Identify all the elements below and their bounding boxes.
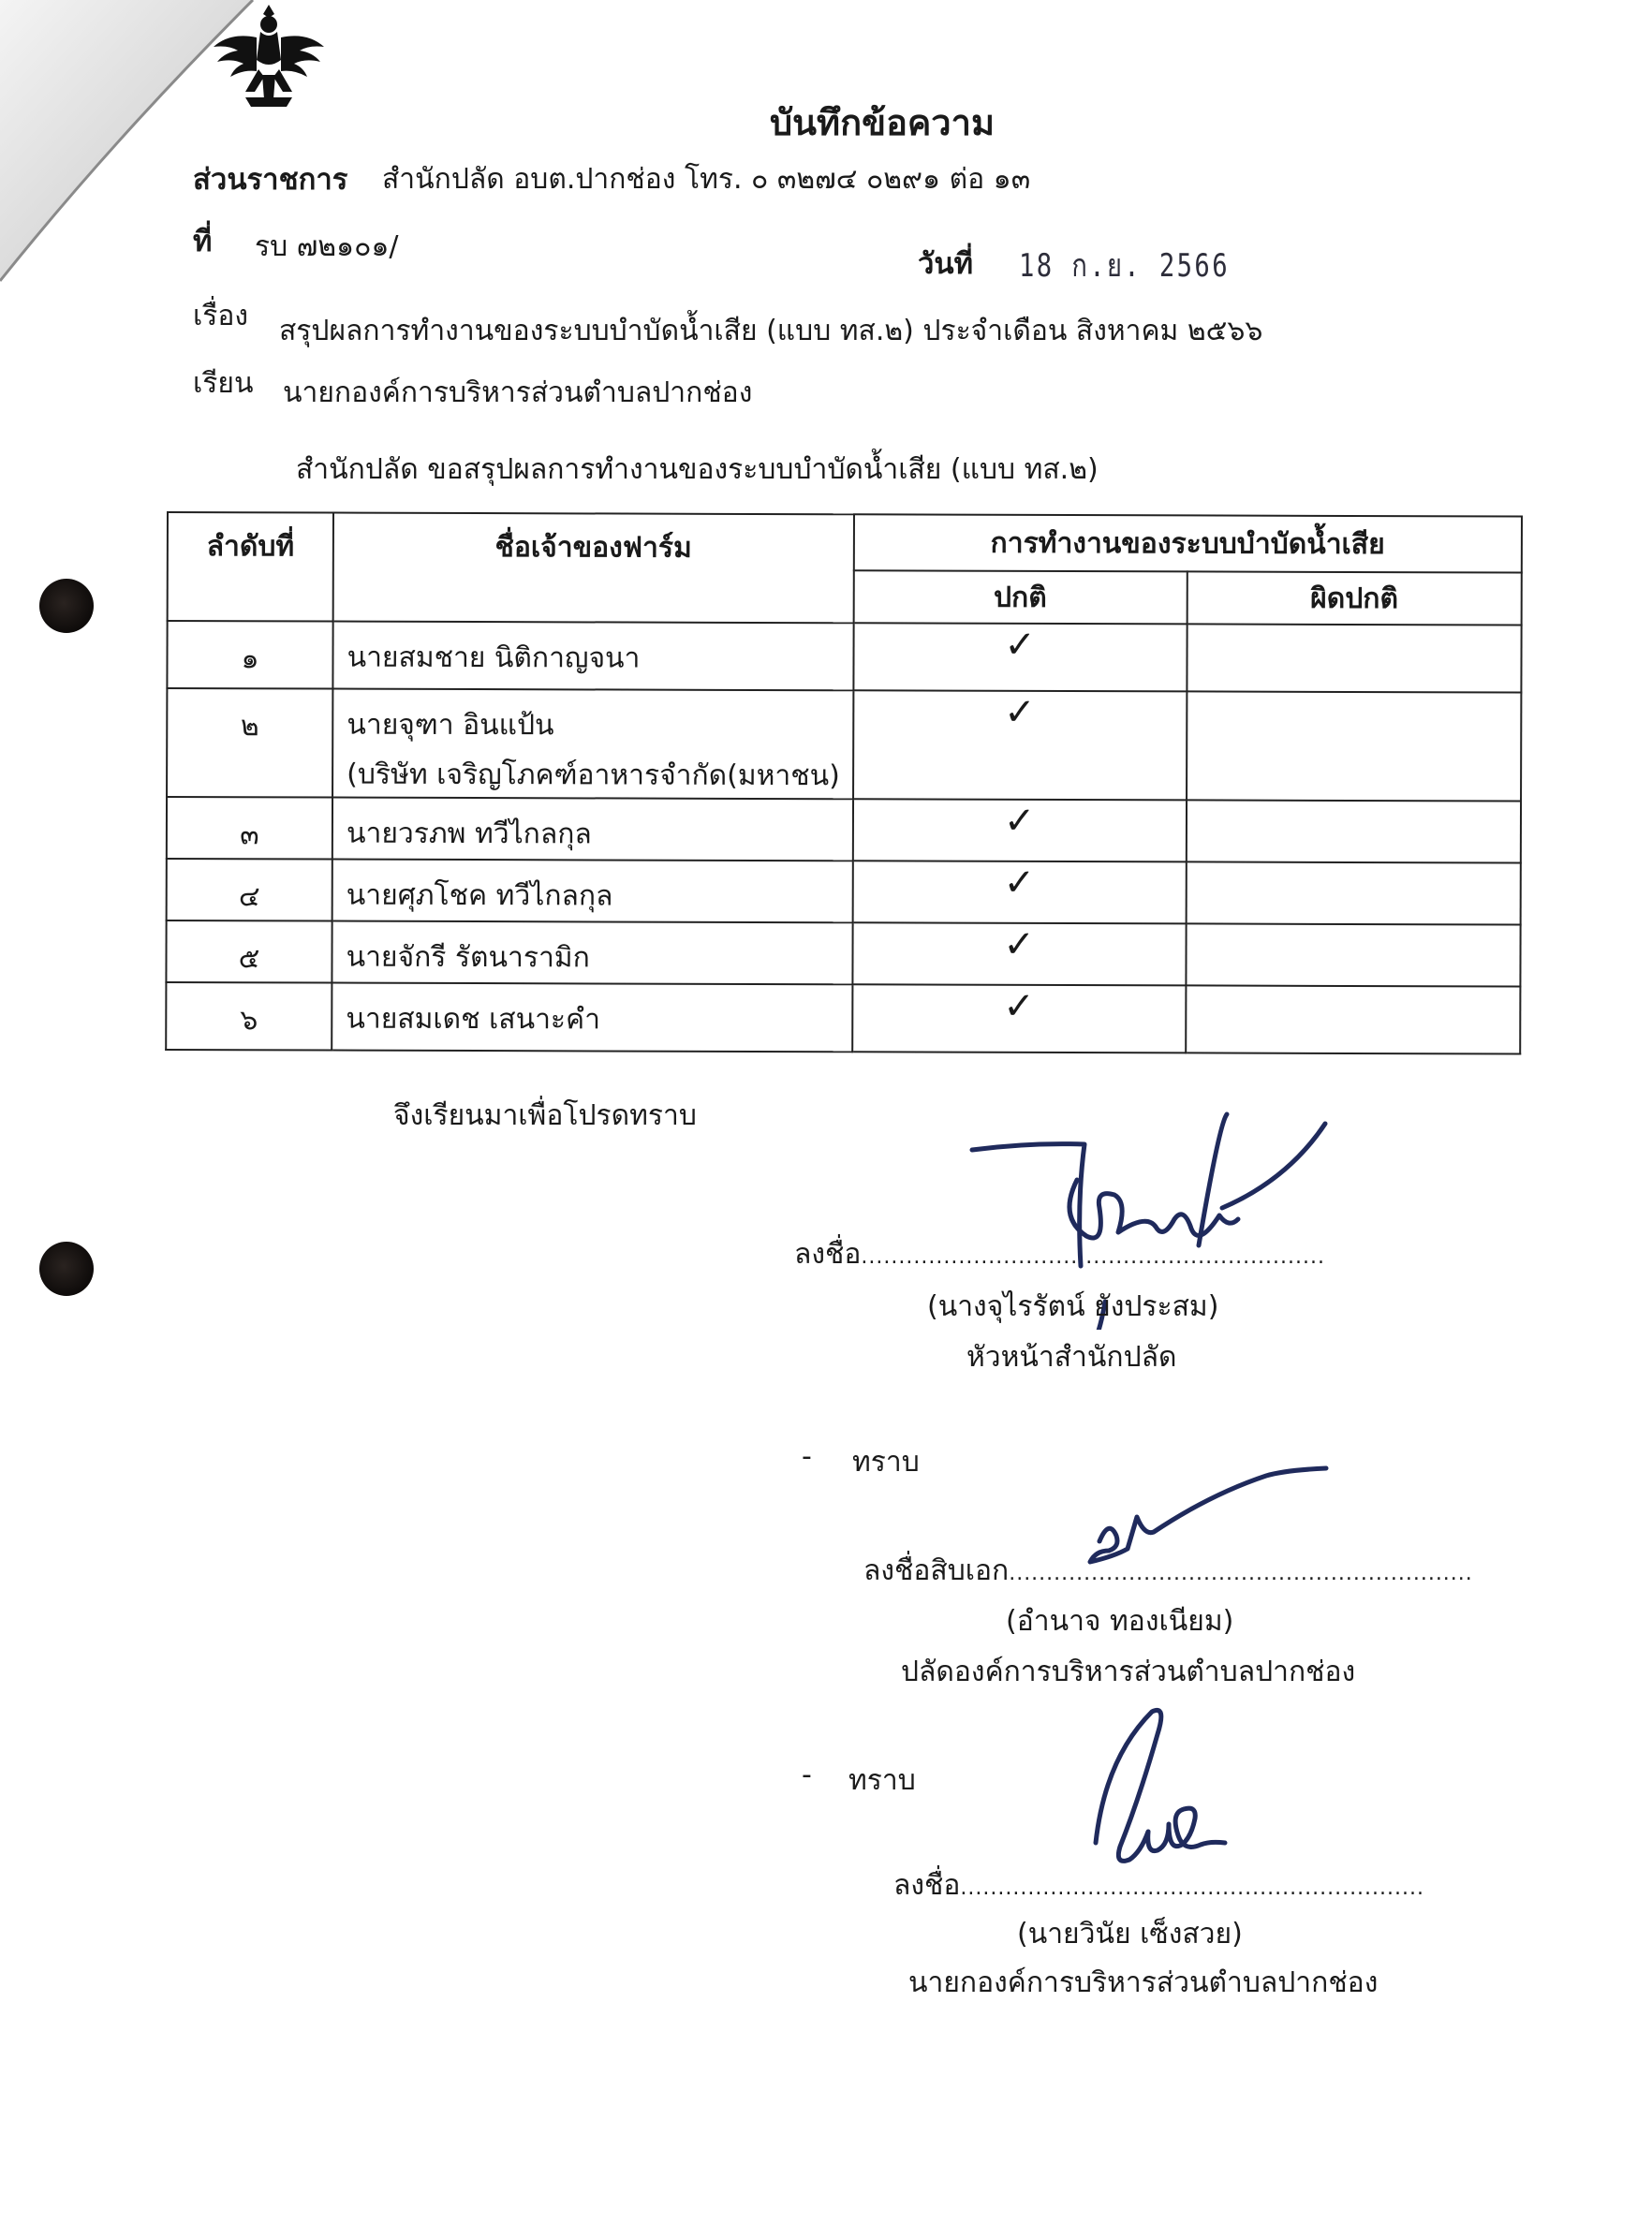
col-header-name: ชื่อเจ้าของฟาร์ม	[333, 513, 854, 624]
to-value: นายกองค์การบริหารส่วนตำบลปากช่อง	[283, 376, 753, 409]
col-header-normal: ปกติ	[853, 570, 1187, 624]
signer2-label-text: ลงชื่อสิบเอก	[863, 1554, 1010, 1587]
signer1-title: หัวหน้าสำนักปลัด	[966, 1341, 1177, 1374]
punch-hole-bottom	[39, 1242, 94, 1296]
to-label: เรียน	[193, 367, 254, 400]
ack2-text: ทราบ	[848, 1764, 916, 1797]
table-row	[167, 859, 1521, 925]
table-row	[166, 920, 1520, 987]
row-normal-check: ✓	[852, 861, 1186, 923]
row-name-company: (บริษัท เจริญโภคฑ์อาหารจำกัด(มหาชน)	[347, 758, 840, 793]
document-title: บันทึกข้อความ	[769, 102, 996, 143]
intro-paragraph: สำนักปลัด ขอสรุปผลการทำงานของระบบบำบัดน้ำเสีย (แบบ ทส.๒)	[296, 453, 1099, 486]
row-no: ๕	[166, 920, 332, 983]
signer3-title: นายกองค์การบริหารส่วนตำบลปากช่อง	[908, 1966, 1379, 1999]
signer2-name: (อำนาจ ทองเนียม)	[1006, 1605, 1234, 1638]
table-row	[166, 982, 1520, 1054]
signer3-name: (นายวินัย เซ็งสวย)	[1017, 1918, 1243, 1951]
signer3-label-text: ลงชื่อ	[893, 1869, 961, 1902]
subject-value: สรุปผลการทำงานของระบบบำบัดน้ำเสีย (แบบ ทส.๒) ประจำเดือน สิงหาคม ๒๕๖๖	[279, 315, 1263, 347]
signer3-dotted-line: ..............................................................	[960, 1877, 1424, 1900]
row-normal-check: ✓	[852, 922, 1186, 985]
row-no: ๒	[167, 688, 332, 798]
row-no: ๖	[166, 982, 332, 1051]
col-header-group: การทำงานของระบบบำบัดน้ำเสีย	[853, 514, 1522, 572]
row-name: นายจุฑา อินแป้น	[347, 708, 554, 743]
punch-hole-top	[39, 579, 94, 633]
ack1-text: ทราบ	[852, 1446, 920, 1479]
row-abnormal-check	[1187, 691, 1522, 801]
col-header-no: ลำดับที่	[168, 512, 333, 622]
subject-label: เรื่อง	[193, 300, 249, 332]
signer2-title: ปลัดองค์การบริหารส่วนตำบลปากช่อง	[901, 1656, 1356, 1688]
row-name-cell	[332, 689, 853, 800]
row-name: นายสมเดช เสนาะคำ	[332, 983, 852, 1053]
ref-label: ที่	[193, 225, 213, 258]
signature-3-image	[1077, 1702, 1255, 1890]
table-row	[167, 621, 1521, 693]
date-label: วันที่	[918, 247, 974, 281]
ack2-dash: -	[802, 1759, 812, 1791]
closing-text: จึงเรียนมาเพื่อโปรดทราบ	[393, 1099, 697, 1132]
row-no: ๑	[167, 621, 332, 689]
date-stamp-value: 18 ก.ย. 2566	[1019, 247, 1230, 285]
row-name: นายวรภพ ทวีไกลกุล	[332, 798, 853, 861]
table-row	[167, 797, 1521, 863]
row-no: ๔	[167, 859, 332, 921]
row-abnormal-check	[1187, 800, 1521, 862]
row-name: นายศุภโชค ทวีไกลกุล	[332, 860, 853, 923]
row-normal-check: ✓	[853, 623, 1187, 691]
agency-label: ส่วนราชการ	[193, 163, 348, 197]
row-normal-check: ✓	[852, 984, 1186, 1053]
row-abnormal-check	[1186, 985, 1520, 1053]
signer2-dotted-line: ..............................................................	[1009, 1562, 1473, 1585]
ack1-dash: -	[802, 1440, 812, 1473]
signature-2-image	[1077, 1461, 1349, 1573]
ref-value: รบ ๗๒๑๐๑/	[255, 230, 399, 263]
signer1-name: (นางจุไรรัตน์ ยังประสม)	[927, 1290, 1219, 1323]
row-abnormal-check	[1186, 923, 1520, 986]
table-row	[167, 688, 1521, 802]
row-normal-check: ✓	[852, 799, 1186, 861]
signer1-dotted-line: ..............................................................	[861, 1245, 1325, 1269]
row-abnormal-check	[1187, 624, 1521, 692]
row-normal-check: ✓	[853, 690, 1187, 800]
row-abnormal-check	[1186, 861, 1520, 924]
row-no: ๓	[167, 797, 332, 860]
signer1-label-text: ลงชื่อ	[794, 1238, 862, 1271]
col-header-abnormal: ผิดปกติ	[1187, 571, 1521, 625]
report-table	[165, 511, 1523, 1055]
agency-value: สำนักปลัด อบต.ปากช่อง โทร. ๐ ๓๒๗๔ ๐๒๙๑ ต่อ ๑๓	[382, 163, 1031, 196]
row-name: นายจักรี รัตนารามิก	[332, 921, 853, 985]
row-name: นายสมชาย นิติกาญจนา	[332, 622, 853, 691]
